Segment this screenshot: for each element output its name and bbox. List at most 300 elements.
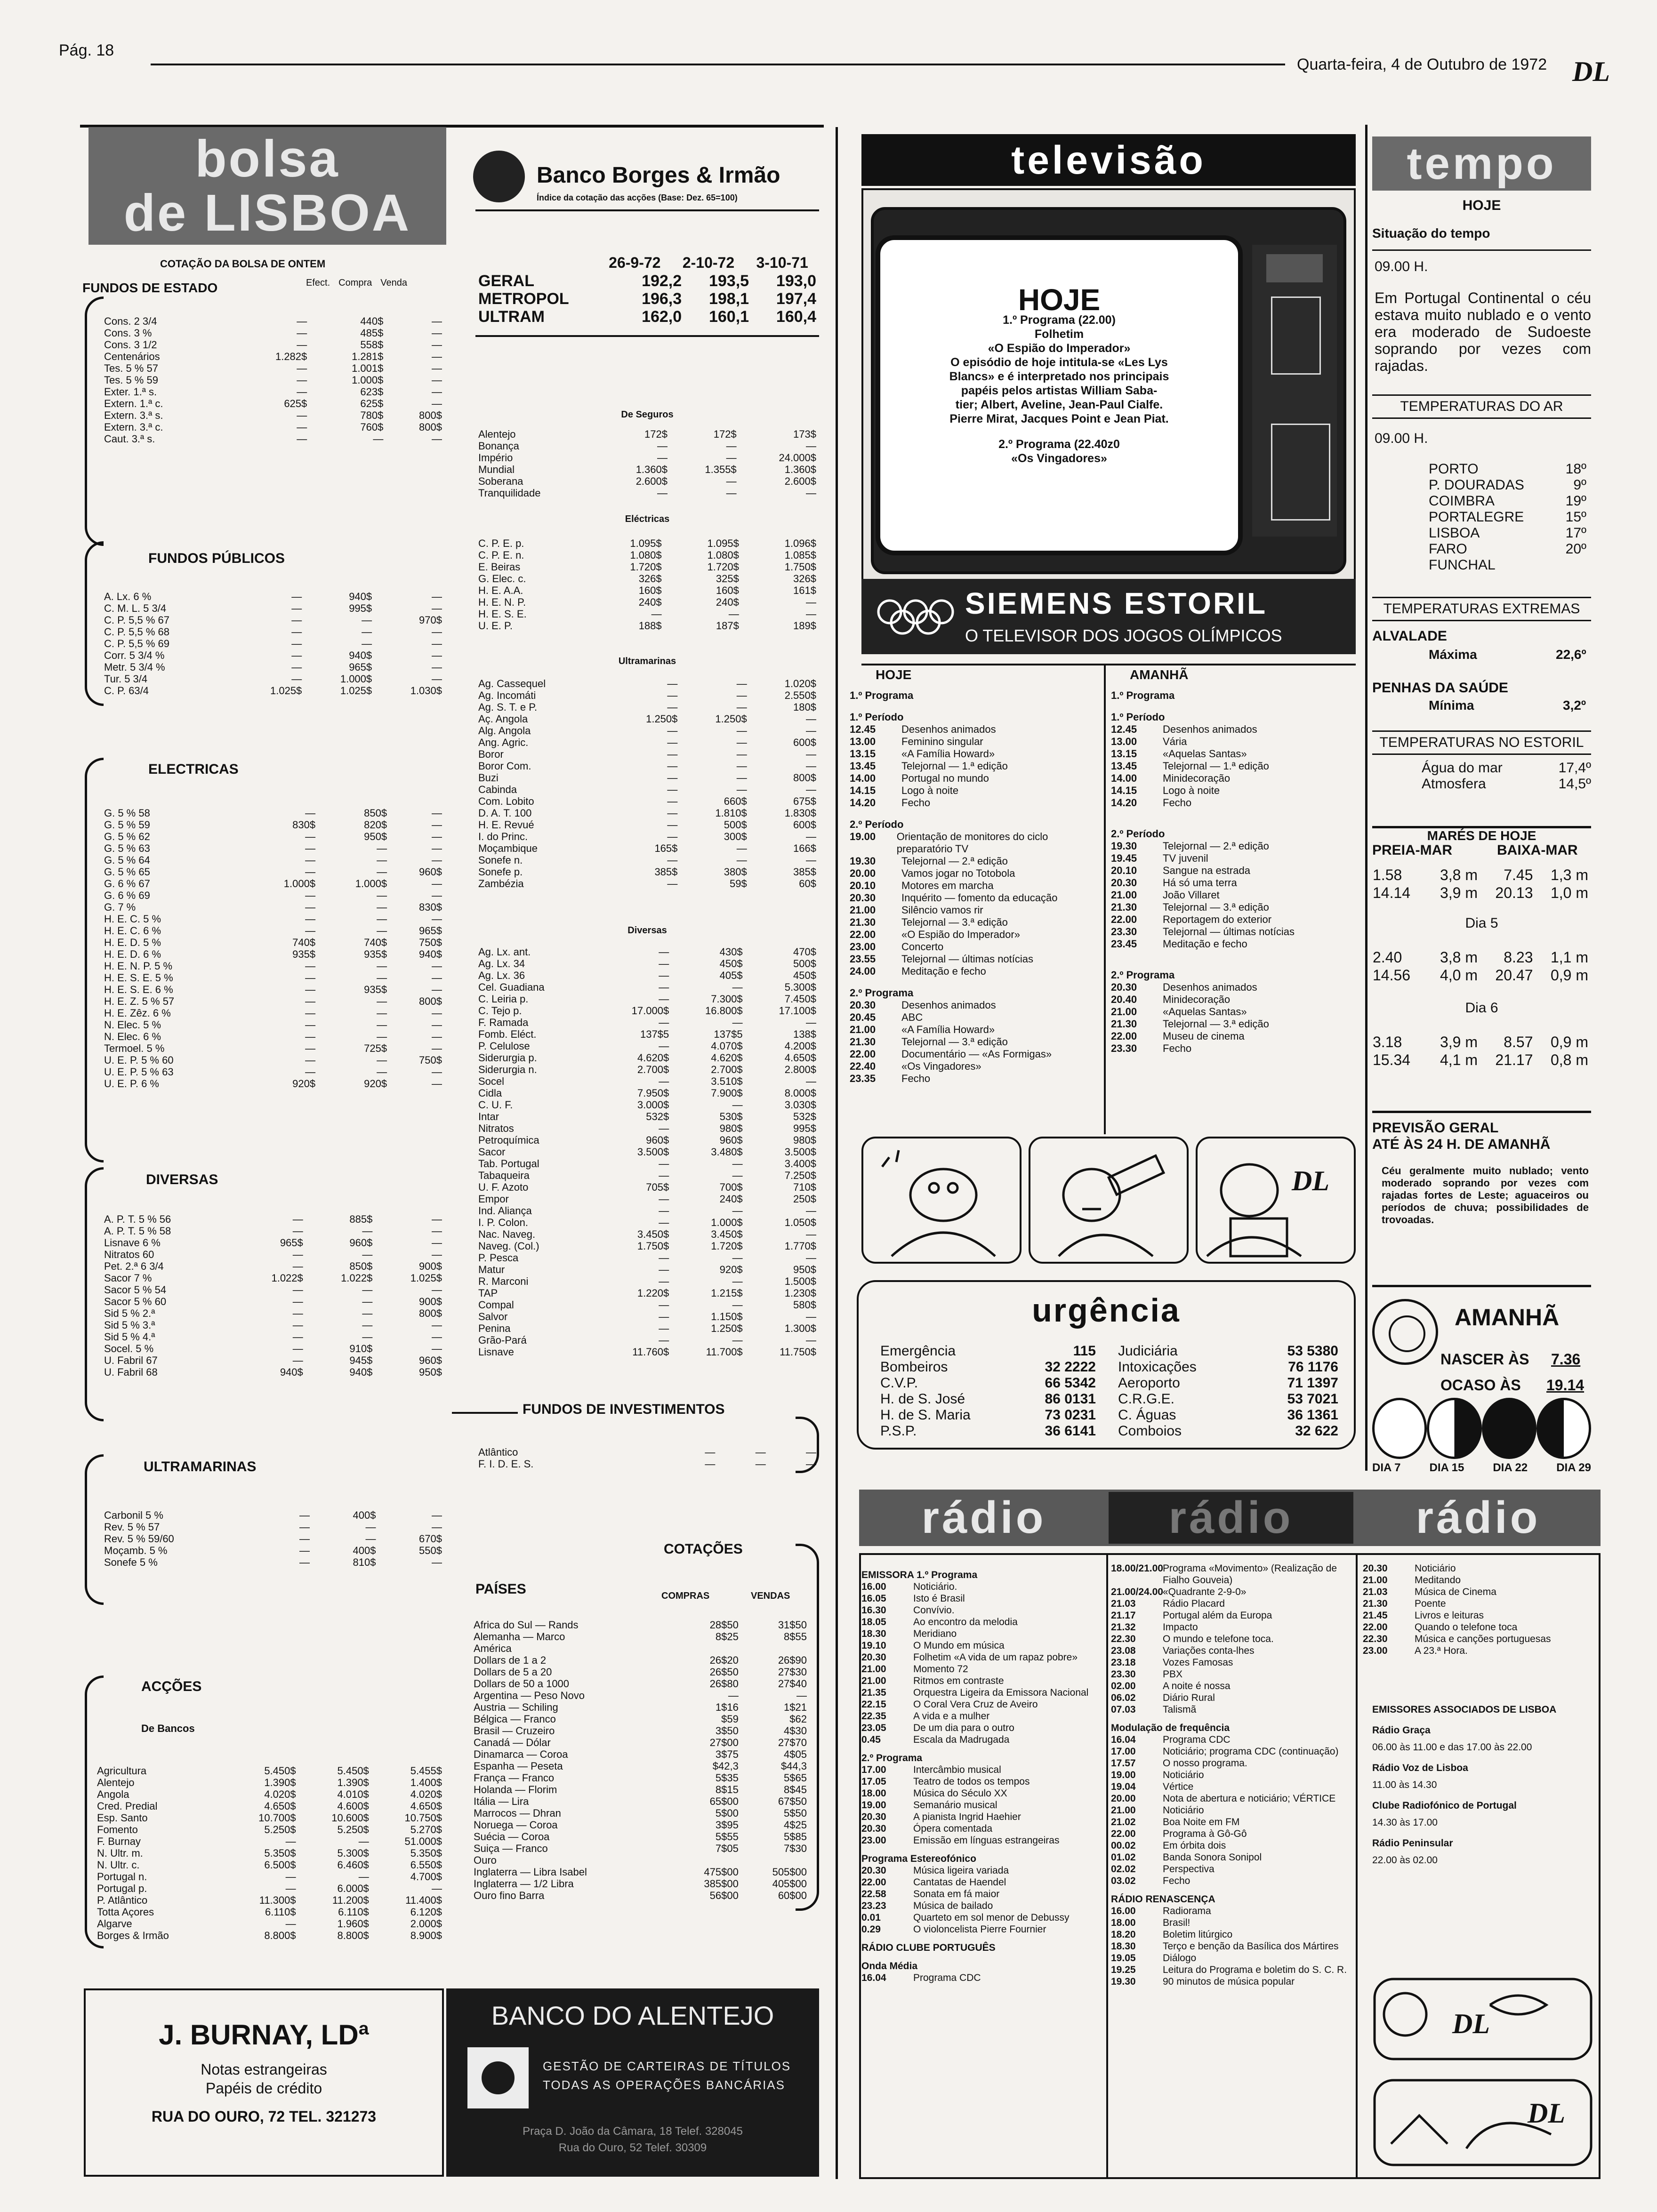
tv-hoje-line: papéis pelos artistas William Saba-	[961, 384, 1158, 397]
radio-col2-text: A noite é nossa	[1163, 1681, 1231, 1691]
previsao-texto: Céu geralmente muito nublado; vento moderado soprando por vezes com rajadas fortes de Leste; aguaceiros ou períodos de chuva; possibilidades de trovoadas.	[1382, 1165, 1589, 1226]
diversas-cell: Sid 5 % 2.ª	[104, 1307, 155, 1319]
radio-col2-item	[1111, 1887, 1353, 1905]
fundos-estado-row	[101, 351, 445, 362]
radio-col1-item	[861, 1734, 1104, 1746]
mares-dia5-cell: 2.40	[1373, 949, 1402, 966]
electricas-cell: —	[305, 807, 316, 819]
electricas-cell: —	[377, 960, 387, 972]
svg-text:DL: DL	[1452, 2008, 1490, 2039]
ultramarinas-accoes-cell: —	[806, 784, 816, 795]
mares-hoje-cell: 3,9 m	[1440, 884, 1478, 901]
seguros-cell: 1.360$	[635, 464, 668, 475]
radio-divider-2	[1356, 1553, 1358, 2179]
radio-col2-time: 19.00	[1111, 1770, 1136, 1780]
diversas-accoes-row	[475, 946, 819, 958]
urgencia-right-table	[1115, 1343, 1341, 1439]
electricas-cell: 850$	[364, 807, 387, 819]
diversas-accoes-cell: 4.650$	[784, 1052, 816, 1064]
seguros-cell: 1.355$	[705, 464, 737, 475]
cotacoes-cell: 5$50	[784, 1807, 807, 1819]
electricas-bracket	[85, 758, 104, 1162]
urgencia-right-cell: 76 1176	[1288, 1359, 1338, 1375]
diversas-accoes-cell: 430$	[719, 946, 743, 958]
cotacoes-cell: 27$70	[778, 1737, 807, 1748]
tv-hoje-prog1b-time: 24.00	[850, 965, 876, 977]
diversas-accoes-row	[475, 1205, 819, 1217]
ultramarinas-accoes-row	[475, 807, 819, 819]
fundos-publicos-cell: —	[291, 673, 302, 685]
minima-label: Mínima	[1429, 698, 1474, 713]
radio-col1-item	[861, 1640, 1104, 1651]
radio-col1-time: 16.30	[861, 1605, 886, 1616]
tv-hoje-prog1-item	[850, 723, 1102, 736]
ultramarinas-accoes-cell: —	[806, 831, 816, 842]
tv-amanha-prog1b-text: Sangue na estrada	[1163, 865, 1250, 876]
electricas-cell: —	[305, 995, 316, 1007]
ultramarinas-accoes-cell: —	[736, 678, 747, 689]
cotacoes-cell: 26$80	[709, 1678, 739, 1690]
radio-col2-item	[1111, 1964, 1353, 1976]
electricas-cell: —	[377, 1007, 387, 1019]
diversas-accoes-cell: I. P. Colon.	[478, 1217, 528, 1228]
diversas-accoes-cell: —	[732, 1158, 743, 1170]
electricas-row	[101, 1019, 445, 1031]
tv-amanha-prog1b-item	[1111, 877, 1351, 889]
radio-col2-text: O nosso programa.	[1163, 1758, 1247, 1769]
diversas-accoes-cell: —	[659, 1122, 669, 1134]
diversas-cell: 910$	[349, 1343, 373, 1354]
accoes-cell: Agricultura	[97, 1765, 147, 1777]
urgencia-right-cell: Comboios	[1118, 1423, 1182, 1439]
radio-col2-item	[1111, 1586, 1353, 1598]
ultramarinas-accoes-cell: —	[736, 689, 747, 701]
urgencia-left-row	[877, 1423, 1099, 1439]
diversas-accoes-row	[475, 1346, 819, 1358]
diversas-cell: —	[362, 1225, 373, 1237]
radio-col2-time: 21.03	[1111, 1598, 1136, 1609]
radio-col2-item	[1111, 1704, 1353, 1715]
radio-col2-text: Impacto	[1163, 1622, 1198, 1633]
diversas-accoes-row	[475, 1087, 819, 1099]
cotacoes-cell	[673, 1643, 741, 1654]
cotacoes-cell: 385$00	[704, 1878, 739, 1890]
diversas-accoes-row	[475, 1064, 819, 1075]
borges-cell: 160,1	[708, 308, 749, 326]
diversas-accoes-cell: 1.720$	[711, 1240, 743, 1252]
diversas-accoes-cell: 17.000$	[631, 1005, 669, 1017]
emissor-hours: 14.30 às 17.00	[1372, 1817, 1438, 1828]
ultramarinas-accoes-cell: Sonefe p.	[478, 866, 523, 878]
temp-ar-value: 15º	[1565, 509, 1586, 525]
ultramarinas-accoes-cell: —	[667, 737, 678, 748]
electricas-cell: 740$	[364, 937, 387, 948]
tv-schedule-rule	[861, 664, 1356, 665]
ultramarinas-accoes-row	[475, 831, 819, 842]
fundos-estado-cell: 1.282$	[275, 351, 307, 362]
cotacoes-table	[471, 1619, 810, 1901]
cotacoes-cell: 475$00	[704, 1866, 739, 1878]
diversas-accoes-cell: —	[732, 1170, 743, 1181]
radio-col2-time: 00.02	[1111, 1840, 1136, 1851]
radio-col1-item	[861, 1675, 1104, 1687]
urgencia-right-row	[1115, 1343, 1341, 1359]
tv-hoje-prog1b-item	[850, 941, 1102, 953]
accoes-row	[94, 1765, 445, 1777]
moon-days	[1372, 1461, 1591, 1475]
fundos-publicos-cell: —	[291, 638, 302, 649]
cotacoes-cell: 5$85	[784, 1831, 807, 1843]
radio-cartoon-2	[1372, 2078, 1593, 2167]
tv-hoje-prog1b-time: 21.30	[850, 916, 876, 928]
accoes-cell: 1.390$	[264, 1777, 296, 1788]
ultramarinas-accoes-cell: Ag. S. T. e P.	[478, 701, 538, 713]
tv-hoje-title: HOJE	[1018, 283, 1101, 317]
radio-col1-text: Momento 72	[913, 1664, 968, 1675]
ultramarinas-accoes-cell: 675$	[793, 795, 816, 807]
electricas-row	[101, 854, 445, 866]
temp-ar-city: PORTO	[1429, 461, 1479, 477]
diversas-cell: A. P. T. 5 % 56	[104, 1213, 171, 1225]
diversas-cell: —	[292, 1354, 303, 1366]
fundos-investimento-cell: —	[806, 1446, 816, 1458]
diversas-accoes-row	[475, 958, 819, 970]
electricas-cell: —	[432, 984, 442, 995]
tv-hoje-line: 1.º Programa (22.00)	[1003, 313, 1116, 327]
mares-dia6-cell: 8.57	[1504, 1034, 1533, 1050]
bolsa-subtitle: COTAÇÃO DA BOLSA DE ONTEM	[160, 258, 326, 270]
ultramarinas-accoes-row	[475, 772, 819, 784]
electricas-cell: —	[377, 913, 387, 925]
diversas-row	[101, 1272, 445, 1284]
fundos-publicos-row	[101, 638, 445, 649]
tv-hoje-line: O episódio de hoje intitula-se «Les Lys	[950, 356, 1168, 369]
diversas-accoes-cell: —	[659, 1158, 669, 1170]
cotacoes-cell: Ouro fino Barra	[474, 1890, 545, 1901]
radio-col2-time: 17.57	[1111, 1758, 1136, 1769]
radio-col2-item	[1111, 1598, 1353, 1610]
urgencia-left-cell: 36 6141	[1045, 1423, 1096, 1439]
urgencia-left-cell: 115	[1073, 1343, 1096, 1359]
diversas-accoes-cell: TAP	[478, 1287, 498, 1299]
cotacoes-cell: $44,3	[780, 1760, 807, 1772]
radio-col1-time: 16.05	[861, 1593, 886, 1604]
diversas-accoes-cell: C. Tejo p.	[478, 1005, 522, 1017]
diversas-accoes-cell: 138$	[793, 1028, 816, 1040]
accoes-cell: 5.250$	[337, 1824, 369, 1835]
fundos-estado-cell: —	[432, 362, 442, 374]
electricas-table	[101, 807, 445, 1090]
ultramarinas-accoes-cell: —	[806, 760, 816, 772]
electricas-accoes-cell: 326$	[638, 573, 662, 585]
tv-amanha-prog2-item	[1111, 981, 1351, 994]
tv-amanha-prog1-time: 13.45	[1111, 760, 1137, 772]
diversas-accoes-cell: 4.620$	[711, 1052, 743, 1064]
radio-col2-item	[1111, 1905, 1353, 1917]
electricas-accoes-title: Eléctricas	[625, 514, 670, 524]
diversas-accoes-cell: Tab. Portugal	[478, 1158, 539, 1170]
diversas-row	[101, 1284, 445, 1296]
tv-hoje-line: 2.º Programa (22.40z0	[998, 438, 1120, 451]
diversas-cell: —	[292, 1331, 303, 1343]
fundos-publicos-cell: —	[362, 614, 372, 626]
radio-col2-time: 07.03	[1111, 1704, 1136, 1715]
mares-dia6-cell: 21.17	[1495, 1051, 1533, 1068]
radio-col1-time: 21.00	[861, 1675, 886, 1686]
diversas-accoes-row	[475, 1228, 819, 1240]
ultramarinas-accoes-cell: —	[667, 784, 678, 795]
diversas-accoes-row	[475, 970, 819, 981]
ultramarinas-accoes-cell: 2.550$	[784, 689, 816, 701]
temp-ar-value: 18º	[1565, 461, 1586, 477]
tv-hoje-prog1b-text: Telejornal — 2.ª edição	[901, 855, 1008, 867]
electricas-accoes-cell: 187$	[716, 620, 739, 632]
diversas-accoes-row	[475, 1040, 819, 1052]
fundos-publicos-cell: Metr. 5 3/4 %	[104, 661, 165, 673]
fundos-publicos-cell: C. M. L. 5 3/4	[104, 602, 167, 614]
fundos-estado-cell: —	[373, 433, 384, 445]
cotacoes-row	[471, 1854, 810, 1866]
seguros-cell: 24.000$	[779, 452, 816, 464]
radio-col1-time: 20.30	[861, 1652, 886, 1663]
ultramarinas-accoes-cell: —	[667, 831, 678, 842]
fundos-estado-cell: —	[297, 315, 307, 327]
accoes-cell: Angola	[97, 1788, 129, 1800]
seguros-cell: Mundial	[478, 464, 515, 475]
urgencia-left-table	[877, 1343, 1099, 1439]
radio-col1-time: 0.29	[861, 1924, 881, 1935]
cotacoes-row	[471, 1807, 810, 1819]
radio-col3-item	[1363, 1645, 1598, 1657]
electricas-cell: G. 6 % 67	[104, 878, 150, 890]
radio-col2-item	[1111, 1840, 1353, 1851]
fundos-estado-cols	[306, 278, 407, 289]
tv-amanha-prog2-time: 20.30	[1111, 981, 1137, 993]
tv-amanha-prog2-time: 21.30	[1111, 1018, 1137, 1030]
radio-col3-time: 21.00	[1363, 1575, 1388, 1586]
cotacoes-cell: Holanda — Florim	[474, 1784, 557, 1795]
tv-amanha-prog1-item	[1111, 797, 1351, 809]
diversas-accoes-row	[475, 1017, 819, 1028]
cotacoes-cell: Itália — Lira	[474, 1795, 529, 1807]
diversas-row	[101, 1225, 445, 1237]
accoes-cell: 5.450$	[337, 1765, 369, 1777]
diversas-cell: —	[432, 1225, 442, 1237]
diversas-accoes-row	[475, 1075, 819, 1087]
urgencia-left-row	[877, 1391, 1099, 1407]
electricas-cell: 920$	[292, 1078, 316, 1090]
electricas-row	[101, 948, 445, 960]
electricas-cell: G. 5 % 58	[104, 807, 150, 819]
radio-col2-item	[1111, 1746, 1353, 1757]
tv-amanha-prog2-list	[1111, 981, 1351, 1055]
accoes-cell: 4.650$	[264, 1800, 296, 1812]
cotacoes-cell: 505$00	[772, 1866, 807, 1878]
seguros-cell: —	[726, 440, 737, 452]
cotacoes-cell	[673, 1854, 741, 1866]
ultramarinas-cell: —	[365, 1521, 376, 1533]
ultramarinas-accoes-cell: —	[667, 795, 678, 807]
radio-col1-text: Folhetim «A vida de um rapaz pobre»	[913, 1652, 1078, 1663]
fundos-publicos-cell: —	[291, 649, 302, 661]
diversas-accoes-row	[475, 1122, 819, 1134]
fundos-estado-cell: Extern. 3.ª s.	[104, 409, 163, 421]
diversas-accoes-cell: 2.700$	[711, 1064, 743, 1075]
cotacoes-cell: 26$20	[709, 1654, 739, 1666]
diversas-accoes-cell: Penina	[478, 1322, 511, 1334]
burnay-title: J. BURNAY, LDª	[159, 2019, 369, 2051]
electricas-cell: H. E. Zêz. 6 %	[104, 1007, 171, 1019]
diversas-accoes-cell: 1.000$	[711, 1217, 743, 1228]
diversas-cell: U. Fabril 67	[104, 1354, 158, 1366]
diversas-accoes-cell: 11.700$	[706, 1346, 743, 1358]
diversas-cell: —	[432, 1213, 442, 1225]
tv-hoje-prog1b-text: Silêncio vamos rir	[901, 904, 983, 916]
fundos-estado-cell: Cons. 2 3/4	[104, 315, 157, 327]
tv-hoje-prog1-time: 13.15	[850, 748, 876, 760]
emissores-list	[1372, 1724, 1593, 1867]
ultramarinas-cell: —	[432, 1521, 442, 1533]
accoes-row	[94, 1859, 445, 1871]
accoes-cell: 6.110$	[338, 1906, 369, 1918]
fundos-investimento-table	[475, 1446, 819, 1470]
siemens-line2: O TELEVISOR DOS JOGOS OLÍMPICOS	[965, 626, 1282, 645]
diversas-accoes-cell: Ind. Aliança	[478, 1205, 532, 1217]
cotacoes-col-paises: PAÍSES	[475, 1581, 526, 1597]
tv-hoje-prog1-time: 14.20	[850, 797, 876, 809]
mares-dia5-cell: 20.47	[1495, 967, 1533, 984]
ultramarinas-accoes-cell: —	[667, 760, 678, 772]
tv-hoje-prog1b-list	[850, 831, 1102, 978]
seguros-row	[475, 487, 819, 499]
ultramarinas-accoes-cell: Boror Com.	[478, 760, 531, 772]
accoes-cell: 4.020$	[410, 1788, 442, 1800]
tv-hoje-prog1b-item	[850, 831, 1102, 855]
electricas-cell: N. Elec. 5 %	[104, 1019, 161, 1031]
electricas-cell: G. 6 % 69	[104, 890, 150, 901]
diversas-accoes-cell: 1.750$	[637, 1240, 669, 1252]
electricas-cell: 820$	[364, 819, 387, 831]
diversas-cell: Pet. 2.ª 6 3/4	[104, 1260, 164, 1272]
cotacoes-col-vendas: VENDAS	[751, 1591, 790, 1601]
accoes-cell: Alentejo	[97, 1777, 135, 1788]
radio-col2-time: 17.00	[1111, 1746, 1136, 1757]
tv-amanha-prog1-time: 13.00	[1111, 736, 1137, 747]
seguros-row	[475, 440, 819, 452]
electricas-cell: 830$	[419, 901, 442, 913]
diversas-accoes-row	[475, 1264, 819, 1275]
electricas-cell: 935$	[364, 948, 387, 960]
fundos-publicos-cell: —	[432, 673, 442, 685]
tv-amanha-prog1-item	[1111, 772, 1351, 785]
diversas-accoes-cell: —	[806, 1205, 816, 1217]
ultramarinas-title: ULTRAMARINAS	[144, 1459, 257, 1475]
mares-hoje-cell: 1,0 m	[1550, 884, 1588, 901]
diversas-accoes-cell: —	[659, 958, 669, 970]
fundos-estado-row	[101, 409, 445, 421]
diversas-accoes-cell: 470$	[793, 946, 816, 958]
tv-amanha-prog2-time: 20.40	[1111, 994, 1137, 1005]
mares-dia6-cell: 3,9 m	[1440, 1034, 1478, 1050]
fundos-estado-cell: —	[297, 421, 307, 433]
dl-logo: DL	[1572, 56, 1610, 87]
mares-hoje-row	[1370, 866, 1591, 884]
diversas-accoes-cell: —	[659, 1264, 669, 1275]
fundos-estado-row	[101, 433, 445, 445]
radio-col3-item	[1363, 1610, 1598, 1621]
burnay-line1: Notas estrangeiras	[201, 2061, 327, 2078]
urgencia-title: urgência	[1032, 1292, 1181, 1329]
ultramarinas-accoes-cell: —	[667, 678, 678, 689]
cotacoes-cell: Suiça — Franco	[474, 1843, 548, 1854]
tv-hoje-prog1-time: 13.45	[850, 760, 876, 772]
diversas-accoes-cell: 250$	[793, 1193, 816, 1205]
radio-col3-time: 22.30	[1363, 1634, 1388, 1644]
accoes-cell: 4.700$	[410, 1871, 442, 1883]
tv-amanha-prog1b-text: João Villaret	[1163, 889, 1220, 901]
radio-col2-time: 18.00	[1111, 1917, 1136, 1928]
tv-amanha-prog2-time: 21.00	[1111, 1006, 1137, 1018]
diversas-accoes-cell: 7.900$	[711, 1087, 743, 1099]
cotacoes-cell: $42,3	[712, 1760, 739, 1772]
radio-col2-item	[1111, 1828, 1353, 1840]
cotacoes-cell: 26$90	[778, 1654, 807, 1666]
diversas-accoes-cell: Sacor	[478, 1146, 506, 1158]
tv-amanha-prog2-item	[1111, 1006, 1351, 1018]
accoes-cell: 8.900$	[410, 1930, 442, 1941]
radio-col1-time: 17.00	[861, 1764, 886, 1775]
radio-col2-time: 22.00	[1111, 1828, 1136, 1839]
diversas-row	[101, 1213, 445, 1225]
radio-col2-time: 19.05	[1111, 1953, 1136, 1964]
cotacoes-cell: 27$30	[778, 1666, 807, 1678]
accoes-cell: Cred. Predial	[97, 1800, 158, 1812]
diversas-table	[101, 1213, 445, 1378]
diversas-row	[101, 1296, 445, 1307]
tempo-divider	[1365, 125, 1367, 1471]
electricas-row	[101, 913, 445, 925]
diversas-cell: 800$	[419, 1307, 442, 1319]
diversas-accoes-cell: 137$5	[714, 1028, 743, 1040]
radio-col1-time: 23.23	[861, 1900, 886, 1911]
electricas-accoes-cell: 160$	[638, 585, 662, 596]
amanha-label: AMANHÃ	[1455, 1304, 1560, 1330]
borges-cell: GERAL	[478, 272, 534, 290]
cotacoes-cell: 27$40	[778, 1678, 807, 1690]
radio-col1-time: 21.00	[861, 1664, 886, 1675]
electricas-cell: 1.000$	[355, 878, 387, 890]
electricas-accoes-cell: C. P. E. n.	[478, 549, 524, 561]
tv-amanha-prog1b-text: TV juvenil	[1163, 852, 1208, 864]
tv-amanha-prog2-text: Telejornal — 3.ª edição	[1163, 1018, 1269, 1030]
tv-amanha-prog1b-list	[1111, 840, 1351, 950]
diversas-accoes-cell: Ag. Lx. ant.	[478, 946, 531, 958]
diversas-cell: —	[432, 1237, 442, 1249]
tv-hoje-prog1-text: Portugal no mundo	[901, 772, 989, 784]
radio-col2-text: Terço e benção da Basílica dos Mártires	[1163, 1941, 1339, 1952]
borges-row	[475, 308, 819, 326]
electricas-cell: H. E. S. E. 5 %	[104, 972, 173, 984]
radio-col1-item	[861, 1746, 1104, 1764]
urgencia-left-cell: P.S.P.	[880, 1423, 917, 1439]
cotacoes-cell: Suécia — Coroa	[474, 1831, 550, 1843]
cotacoes-cell: 5$65	[784, 1772, 807, 1784]
diversas-cell: —	[362, 1307, 373, 1319]
radio-col2-item	[1111, 1757, 1353, 1769]
ultramarinas-accoes-cell: —	[806, 725, 816, 737]
radio-col2-text: Variações conta-lhes	[1163, 1645, 1255, 1656]
electricas-cell: Termoel. 5 %	[104, 1042, 165, 1054]
